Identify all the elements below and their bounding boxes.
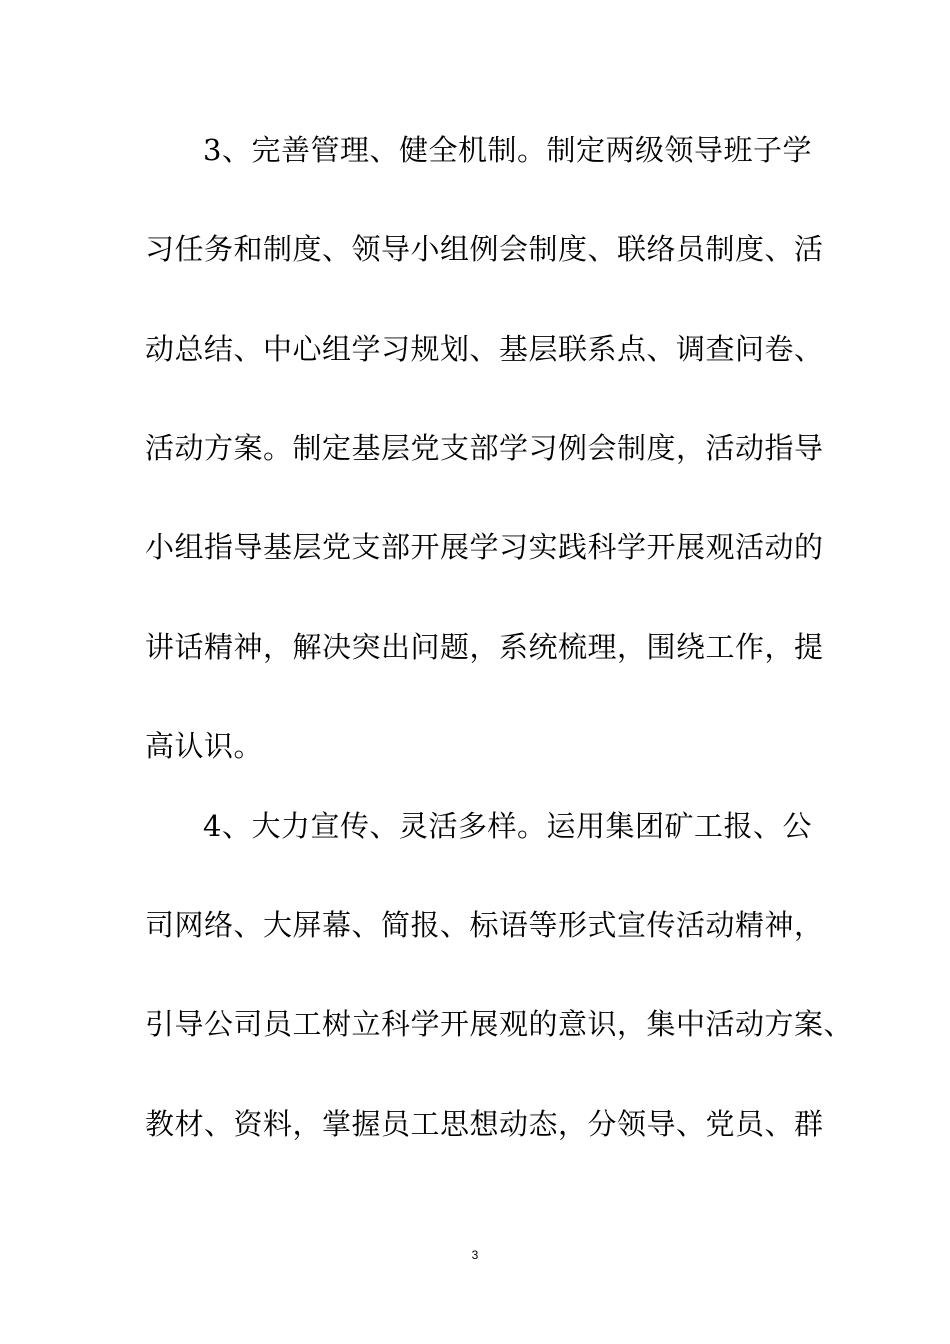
paragraph-4-line-1: 4、大力宣传、灵活多样。运用集团矿工报、公	[203, 809, 812, 843]
paragraph-3-line-2: 习任务和制度、领导小组例会制度、联络员制度、活	[145, 232, 824, 266]
paragraph-3-line-4: 活动方案。制定基层党支部学习例会制度，活动指导	[145, 431, 824, 465]
paragraph-4-line-2: 司网络、大屏幕、简报、标语等形式宣传活动精神，	[145, 908, 824, 942]
paragraph-4-line-3: 引导公司员工树立科学开展观的意识，集中活动方案、	[145, 1007, 854, 1041]
paragraph-4-line-4: 教材、资料，掌握员工思想动态，分领导、党员、群	[145, 1107, 824, 1141]
paragraph-3-line-5: 小组指导基层党支部开展学习实践科学开展观活动的	[145, 530, 824, 564]
paragraph-3-line-7: 高认识。	[145, 729, 264, 763]
paragraph-3-line-1: 3、完善管理、健全机制。制定两级领导班子学	[203, 133, 812, 167]
paragraph-3-line-3: 动总结、中心组学习规划、基层联系点、调查问卷、	[145, 332, 824, 366]
paragraph-3-line-6: 讲话精神，解决突出问题，系统梳理，围绕工作，提	[145, 630, 824, 664]
page-number: 3	[471, 1248, 479, 1262]
